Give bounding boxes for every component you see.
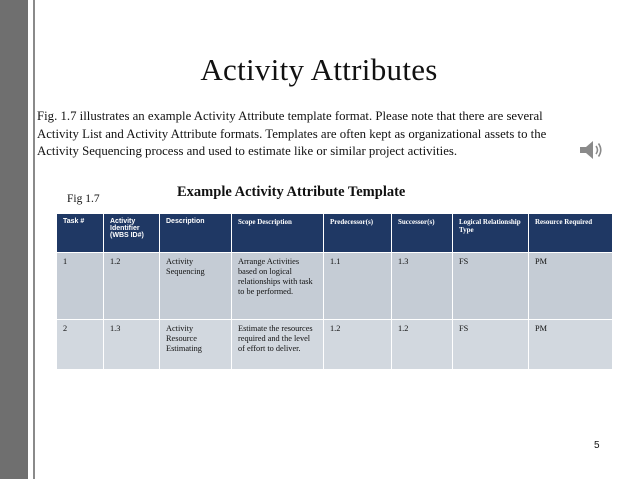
table-cell: Arrange Activities based on logical relationships with task to be performed. (232, 253, 324, 320)
page-number: 5 (594, 440, 600, 451)
header-predecessor: Predecessor(s) (324, 214, 392, 253)
table-cell: Estimate the resources required and the level of effort to deliver. (232, 320, 324, 370)
intro-paragraph: Fig. 1.7 illustrates an example Activity Attribute template format. Please note that there are several Activity List and Activity Attribute formats. Templates are often kept as organizational assets to the Activity Sequencing process and used to estimate like or similar project activities. (37, 109, 547, 158)
table-cell: 2 (57, 320, 104, 370)
header-successor: Successor(s) (392, 214, 453, 253)
figure-label: Fig 1.7 (67, 193, 100, 205)
header-resource-required: Resource Required (529, 214, 613, 253)
header-scope-description: Scope Description (232, 214, 324, 253)
table-cell: FS (453, 253, 529, 320)
table-cell: 1.2 (324, 320, 392, 370)
header-description: Description (160, 214, 232, 253)
table-cell: 1.3 (104, 320, 160, 370)
table-row (57, 320, 613, 370)
table-cell: 1.2 (392, 320, 453, 370)
table-cell: 1.3 (392, 253, 453, 320)
table-caption: Example Activity Attribute Template (177, 184, 406, 200)
table-cell: 1 (57, 253, 104, 320)
activity-attribute-table (56, 213, 613, 370)
table-cell: PM (529, 253, 613, 320)
table-cell: Activity Resource Estimating (160, 320, 232, 370)
header-activity-identifier: Activity Identifier (WBS ID#) (104, 214, 160, 253)
table-header-row (57, 214, 613, 253)
header-logical-relationship-type: Logical Relationship Type (453, 214, 529, 253)
slide-title: Activity Attributes (200, 52, 438, 87)
table-cell: 1.1 (324, 253, 392, 320)
table-cell: 1.2 (104, 253, 160, 320)
table-cell: FS (453, 320, 529, 370)
speaker-icon[interactable] (578, 138, 606, 162)
table-cell: PM (529, 320, 613, 370)
table-row (57, 253, 613, 320)
table-cell: Activity Sequencing (160, 253, 232, 320)
header-task: Task # (57, 214, 104, 253)
